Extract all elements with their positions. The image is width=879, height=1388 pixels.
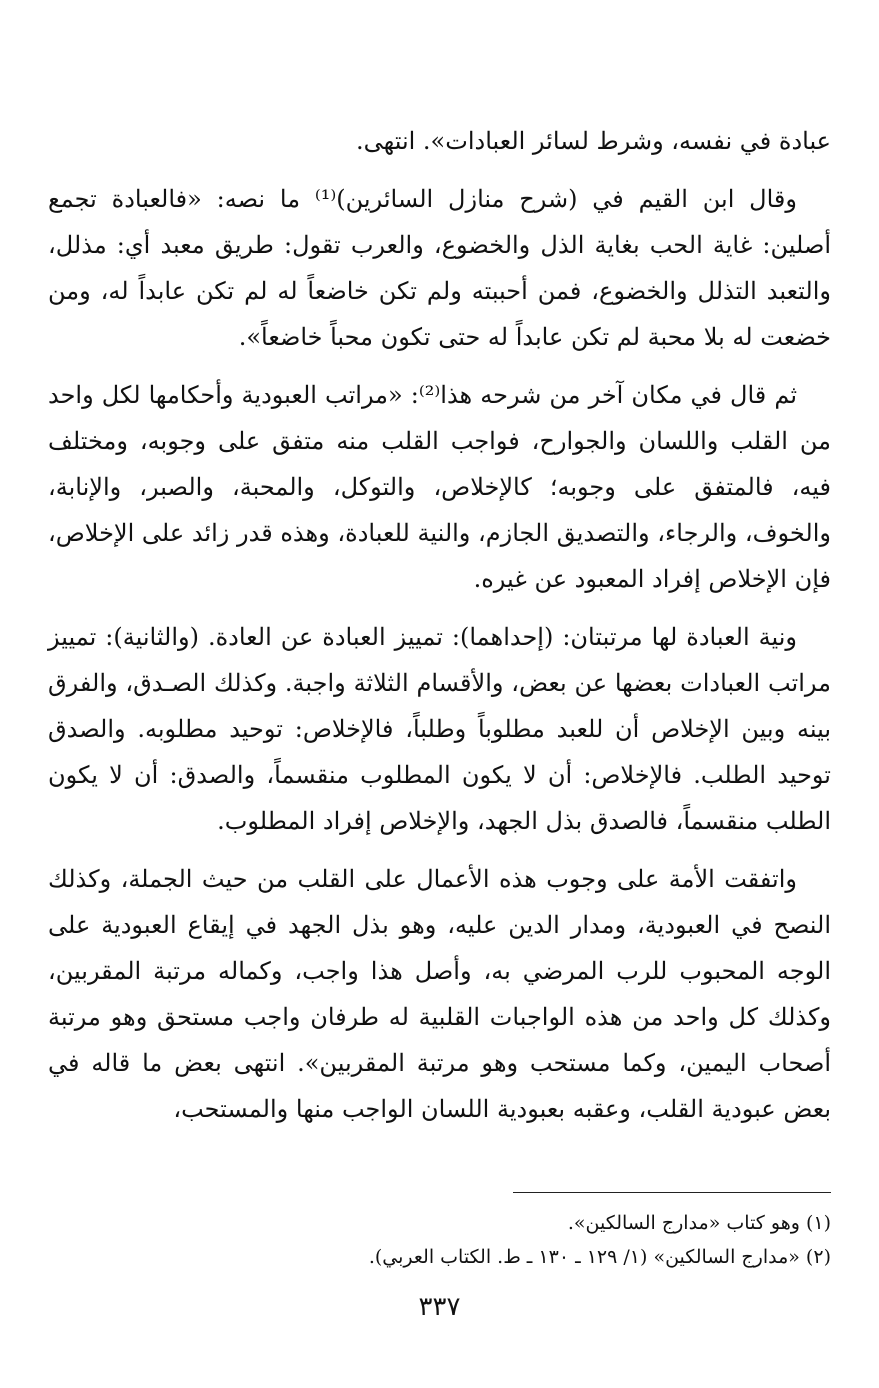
paragraph-consensus-of-nation: واتفقت الأمة على وجوب هذه الأعمال على القلب من حيث الجملة، وكذلك النصح في العبودية، ومدار الدين عليه، وهو بذل الجهد في إيقاع العبودية على الوجه المحبوب للرب المرضي به، وأصل هذا واجب، وكماله مرتبة المقربين، وكذلك كل واحد من هذه الواجبات القلبية له طرفان واجب مستحق وهو مرتبة أصحاب اليمين، وكما مستحب وهو مرتبة المقربين». انتهى بعض ما قاله في بعض عبودية القلب، وعقبه بعبودية اللسان الواجب منها والمستحب، <box>48 865 831 1123</box>
page-number: ٣٣٧ <box>418 1292 461 1322</box>
paragraph-continuation: عبادة في نفسه، وشرط لسائر العبادات». انتهى. <box>356 127 831 155</box>
footnote-1: (١) وهو كتاب «مدارج السالكين». <box>567 1212 831 1234</box>
footnote-divider <box>513 1192 831 1193</box>
footnotes <box>48 1206 831 1274</box>
footnote-2: (٢) «مدارج السالكين» (١/ ١٢٩ ـ ١٣٠ ـ ط. الكتاب العربي). <box>368 1246 831 1268</box>
paragraph-ibn-qayyim-quote: وقال ابن القيم في (شرح منازل السائرين)⁽¹⁾ ما نصه: «فالعبادة تجمع أصلين: غاية الحب بغاية الذل والخضوع، والعرب تقول: طريق معبد أي: مذلل، والتعبد التذلل والخضوع، فمن أحببته ولم تكن خاضعاً له لم تكن عابداً له، ومن خضعت له بلا محبة لم تكن عابداً له حتى تكون محباً خاضعاً». <box>48 185 831 351</box>
main-text <box>48 118 831 1144</box>
paragraph-intention-of-worship: ونية العبادة لها مرتبتان: (إحداهما): تمييز العبادة عن العادة. (والثانية): تمييز مراتب العبادات بعضها عن بعض، والأقسام الثلاثة واجبة. وكذلك الصـدق، والفرق بينه وبين الإخلاص أن للعبد مطلوباً وطلباً، فالإخلاص: توحيد مطلوبه. والصدق توحيد الطلب. فالإخلاص: أن لا يكون المطلوب منقسماً، والصدق: أن لا يكون الطلب منقسماً، فالصدق بذل الجهد، والإخلاص إفراد المطلوب. <box>48 623 831 835</box>
paragraph-ranks-of-worship: ثم قال في مكان آخر من شرحه هذا⁽²⁾: «مراتب العبودية وأحكامها لكل واحد من القلب واللسان والجوارح، فواجب القلب منه متفق على وجوبه، ومختلف فيه، فالمتفق على وجوبه؛ كالإخلاص، والتوكل، والمحبة، والصبر، والإنابة، والخوف، والرجاء، والتصديق الجازم، والنية للعبادة، وهذه قدر زائد على الإخلاص، فإن الإخلاص إفراد المعبود عن غيره. <box>48 381 831 593</box>
